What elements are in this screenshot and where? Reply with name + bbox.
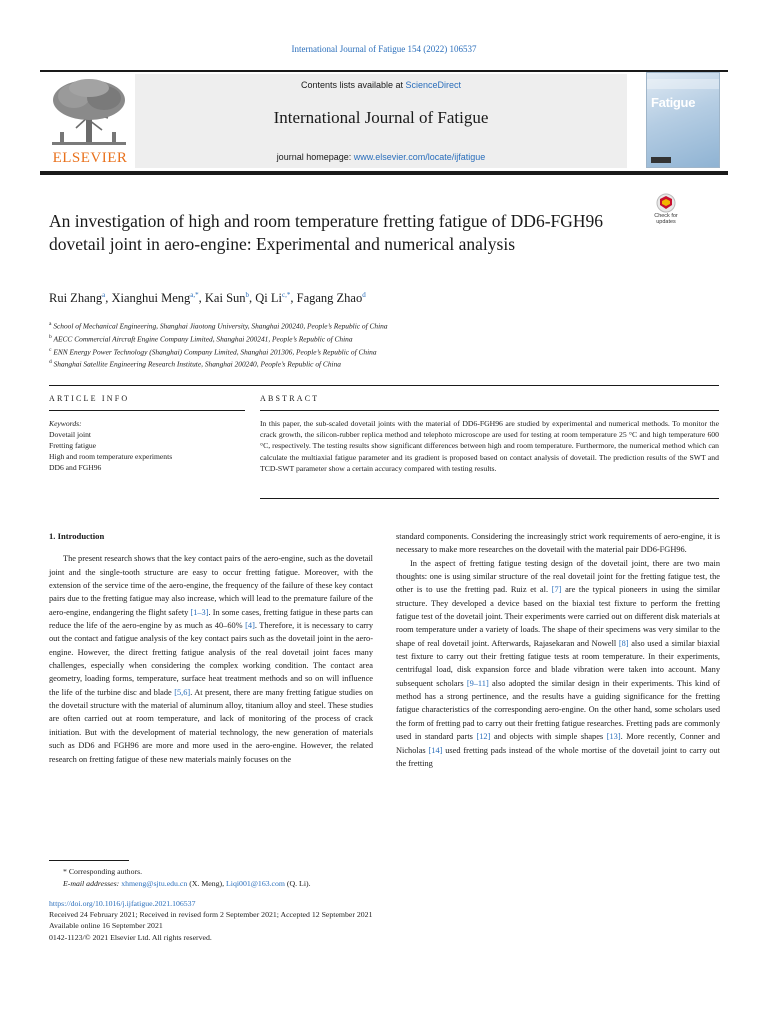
affiliation-item <box>49 332 709 345</box>
corresponding-author-note <box>49 866 549 878</box>
homepage-prefix: journal homepage: <box>276 152 354 162</box>
reference-link[interactable]: [13] <box>606 732 621 742</box>
email-label: E-mail addresses: <box>63 879 120 888</box>
abstract-rule <box>260 410 719 411</box>
email-note <box>49 878 549 890</box>
affiliation-mark: d <box>49 359 52 366</box>
journal-title: International Journal of Fatigue <box>273 108 489 127</box>
publication-info <box>49 898 649 943</box>
paragraph-text: . At present, there are many fretting fatigue studies on the dovetail structure with the material of aluminum alloy, titanium alloy and steel. These studies are often carried out at room temperature, and lack of monitoring of the process of crack initiation. But with the development of material technology, the new generation of materials such as DD6 and FGH96 are more and more used in the aero-engine. However, the related research on fretting fatigue of these new materials mainly focuses on the <box>49 687 373 764</box>
cover-title: Fatigue <box>651 95 696 110</box>
homepage-line <box>135 152 627 162</box>
keyword-item: Fretting fatigue <box>49 441 97 450</box>
body-paragraph: standard components. Considering the increasingly strict work requirements of aero-engine, it is necessary to make more researches on the dovetail with the material pair DD6-FGH96. <box>396 532 720 555</box>
masthead-rule-top <box>40 70 728 72</box>
corresponding-text: Corresponding authors. <box>68 867 143 876</box>
reference-link[interactable]: [4] <box>245 621 255 631</box>
contents-prefix: Contents lists available at <box>300 80 406 90</box>
check-updates-label: Check for updates <box>654 213 678 225</box>
abstract-text: In this paper, the sub-scaled dovetail joints with the material of DD6-FGH96 are studied by experimental and numerical methods. To monitor the crack growth, the silicon-rubber replica method and telephoto microscope are used for testing at room temperature 25 °C and high temperature 600 °C, respectively. The testing results show significant differences between high and room temperature. Furthermore, the numerical method which can calculate the multiaxial fatigue parameter and its gradient is proposed based on contact analysis of dovetail. The prediction results of the SWT and TCD-SWT parameter show a certain accuracy compared with testing results. <box>260 419 719 473</box>
author-list: Rui Zhang$^a$, Xianghui Meng$^{a,*}$, Kai Sun$^b$, Qi $Li^{c,*}$, Fagang Zhao$^d$ <box>49 291 366 306</box>
keywords-label: Keywords: <box>49 419 82 428</box>
paragraph-text: also adopted the similar design in their experiments. This kind of method has a strong pertinence, and the results have a guiding significance for the fretting fatigue characteristics of the corresponding aero-engine. On the other hand, some scholars used the form of fretting pad to carry out their fretting fatigue researches. Fretting pads are commonly used in standard parts <box>396 678 720 742</box>
author-name[interactable]: Kai Sun <box>204 291 246 306</box>
body-column-right <box>396 530 720 770</box>
reference-link[interactable]: [5,6] <box>174 687 191 697</box>
reference-link[interactable]: [14] <box>428 745 443 755</box>
reference-link[interactable]: [1–3] <box>190 607 209 617</box>
check-updates-icon <box>648 193 684 215</box>
affiliation-text: Shanghai Satellite Engineering Research Institute, Shanghai 200240, People’s Republic of China <box>53 359 341 369</box>
affiliation-text: AECC Commercial Aircraft Engine Company Limited, Shanghai 200241, People’s Republic of China <box>53 334 353 344</box>
author-affiliation-mark: d <box>362 291 366 299</box>
paragraph-text: In the aspect of fretting fatigue testing design of the dovetail joint, there are two main thoughts: one is using similar structure of the real dovetail joint for the fretting fatigue test, the other is to use the fretting pad. Ruiz et al. <box>396 558 720 595</box>
email-owner: (Q. Li). <box>284 879 311 888</box>
body-paragraph <box>49 552 373 766</box>
author-affiliation-mark: a <box>102 291 106 299</box>
body-paragraph <box>396 557 720 771</box>
abstract-heading: ABSTRACT <box>260 394 320 403</box>
body-column-left <box>49 530 373 766</box>
author-affiliation-mark: c,* <box>282 291 291 299</box>
affiliation-mark: b <box>49 333 52 340</box>
email-owner: (X. Meng), <box>187 879 227 888</box>
paragraph-text: used fretting pads instead of the whole mortise of the dovetail joint to carry out the fretting <box>396 745 720 768</box>
journal-masthead <box>40 70 728 176</box>
email-link-li[interactable]: Liqi001@163.com <box>226 879 285 888</box>
keywords-block <box>49 418 249 473</box>
journal-homepage-link[interactable]: www.elsevier.com/locate/ijfatigue <box>353 152 486 162</box>
elsevier-wordmark: ELSEVIER <box>52 150 128 166</box>
email-link-meng[interactable]: xhmeng@sjtu.edu.cn <box>121 879 188 888</box>
reference-link[interactable]: [9–11] <box>466 678 489 688</box>
masthead-rule-bottom <box>40 171 728 175</box>
sciencedirect-link[interactable]: ScienceDirect <box>405 80 462 90</box>
footnotes <box>49 866 549 890</box>
article-title: An investigation of high and room temperature fretting fatigue of DD6-FGH96 dovetail joint in aero-engine: Experimental and numerical analysis <box>49 211 604 254</box>
reference-link[interactable]: [12] <box>476 732 491 742</box>
paragraph-text: . More recently, Conner and Nicholas <box>396 732 720 755</box>
section-heading-introduction: 1. Introduction <box>49 531 105 541</box>
author-affiliation-mark: a,* <box>190 291 199 299</box>
author-name[interactable]: Rui Zhang <box>49 291 103 306</box>
footnote-rule <box>49 860 129 861</box>
affiliation-text: School of Mechanical Engineering, Shanghai Jiaotong University, Shanghai 200240, People’s Republic of China <box>53 321 388 331</box>
contents-line <box>135 80 627 90</box>
check-for-updates-button[interactable] <box>648 193 684 229</box>
cover-band <box>647 79 719 89</box>
paragraph-text: also used a similar biaxial test fixture to carry out their fretting fatigue tests at room temperature. In their experiments, centrifugal load, disk expansion force and blade vibration were taken into account. Many subsequent scholars <box>396 638 720 688</box>
paragraph-text: . Therefore, it is necessary to carry out the contact and fatigue analysis of the key contact pairs such as the dovetail joint in the aero-engine. However, the direct fretting fatigue analysis of the real dovetail joint faces many challenges, especially when considering the complex working condition. The contact area geometry, loading forms, temperature, surface heat treatment methods and so on will influence the life of the turbine disc and blade <box>49 621 373 697</box>
author-name[interactable]: Xianghui Meng <box>111 291 191 306</box>
paragraph-text: and objects with simple shapes <box>490 732 607 742</box>
affiliation-item <box>49 345 709 358</box>
asterisk-mark: * <box>63 867 67 876</box>
affiliation-item <box>49 357 709 370</box>
keyword-item: DD6 and FGH96 <box>49 463 102 472</box>
affiliation-list <box>49 319 709 370</box>
article-info-rule <box>49 410 245 411</box>
paragraph-text: The present research shows that the key contact pairs of the aero-engine, such as the dovetail joint and the single-tooth structure are easy to occur fretting fatigue. Moreover, with the extension of the service time of the aero-engine, the frequency of the failure of these key contact pairs due to the fretting fatigue may also increase, which will lead to the premature failure of the aero-engine, endangering the flight safety <box>49 554 373 617</box>
affiliation-mark: a <box>49 321 52 327</box>
doi-link[interactable]: https://doi.org/10.1016/j.ijfatigue.2021.106537 <box>49 899 196 908</box>
online-date: Available online 16 September 2021 <box>49 921 163 931</box>
paragraph-text: are the typical pioneers in using the similar structure. They developed a device based on the biaxial test fixture to perform the fretting fatigue test of the dovetail joint. Their experiments were carried out on different disk materials at room temperature under a variety of loads. The shape of their specimens was very similar to the shape of real dovetail joint. Afterwards, Rajasekaran and Nowell <box>396 585 720 648</box>
article-info-rule-top <box>49 385 719 386</box>
abstract-rule-bottom <box>260 498 719 499</box>
article-info-heading: ARTICLE INFO <box>49 394 130 403</box>
affiliation-text: ENN Energy Power Technology (Shanghai) Company Limited, Shanghai 201306, People’s Republic of China <box>53 347 377 356</box>
author-name[interactable]: Fagang Zhao <box>296 291 363 306</box>
author-name[interactable]: Qi Li <box>255 291 283 306</box>
keyword-item: Dovetail joint <box>49 430 91 439</box>
affiliation-item <box>49 319 709 332</box>
received-dates: Received 24 February 2021; Received in revised form 2 September 2021; Accepted 12 September 2021 <box>49 910 373 920</box>
author-affiliation-mark: b <box>245 291 250 299</box>
journal-cover-image[interactable] <box>646 72 720 168</box>
elsevier-tree-icon <box>46 76 132 150</box>
journal-citation[interactable]: International Journal of Fatigue 154 (2022) 106537 <box>291 44 477 54</box>
keyword-item: High and room temperature experiments <box>49 452 173 461</box>
copyright-line: 0142-1123/© 2021 Elsevier Ltd. All rights reserved. <box>49 932 212 942</box>
reference-link[interactable]: [8] <box>618 638 629 648</box>
affiliation-mark: c <box>49 346 52 353</box>
cover-logo-mark <box>651 157 671 163</box>
reference-link[interactable]: [7] <box>551 585 562 595</box>
paragraph-text: . In some cases, fretting fatigue in these parts can reduce the life of the aero-engine by as much as 40–60% <box>49 607 373 631</box>
